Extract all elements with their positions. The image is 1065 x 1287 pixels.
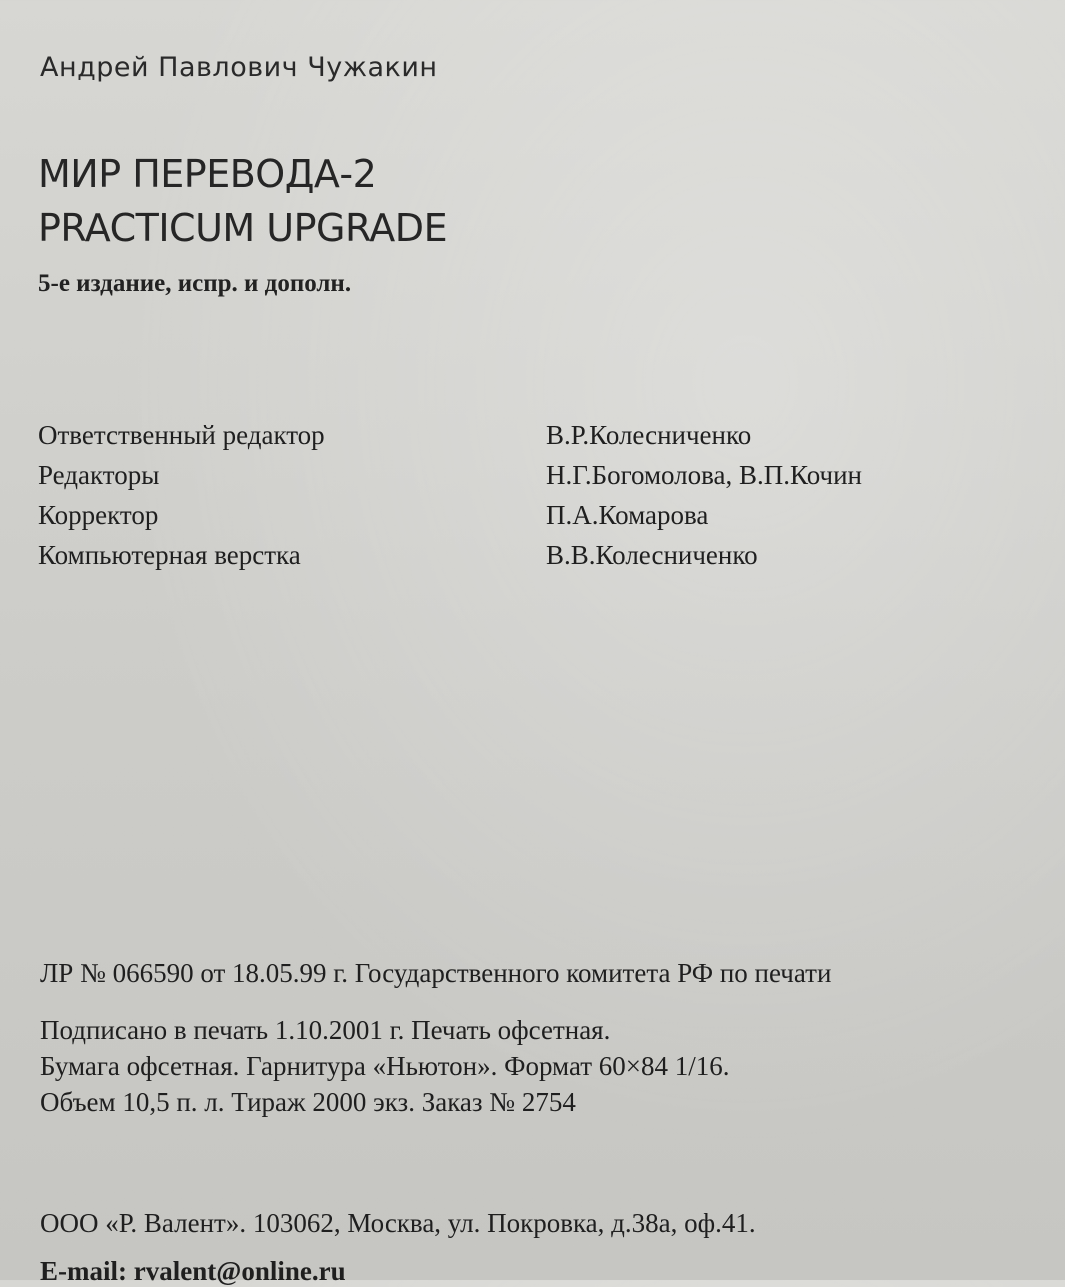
license-line: ЛР № 066590 от 18.05.99 г. Государственного комитета РФ по печати <box>40 958 832 988</box>
publisher-email: E-mail: rvalent@online.ru <box>40 1256 346 1286</box>
credit-name: В.Р.Колесниченко <box>546 420 752 450</box>
credit-name: Н.Г.Богомолова, В.П.Кочин <box>546 460 862 490</box>
book-title-line-1: МИР ПЕРЕВОДА-2 <box>38 152 377 196</box>
credit-name: П.А.Комарова <box>546 500 709 530</box>
credit-row <box>38 500 1038 540</box>
print-details <box>40 1012 730 1120</box>
print-detail-line: Подписано в печать 1.10.2001 г. Печать офсетная. <box>40 1015 611 1045</box>
credit-row <box>38 420 1038 460</box>
edition-note: 5-е издание, испр. и дополн. <box>38 270 352 297</box>
credit-name: В.В.Колесниченко <box>546 540 758 570</box>
credit-role: Ответственный редактор <box>38 420 325 450</box>
print-detail-line: Бумага офсетная. Гарнитура «Ньютон». Формат 60×84 1/16. <box>40 1051 730 1081</box>
credits-list <box>38 420 1038 580</box>
credit-role: Компьютерная верстка <box>38 540 301 570</box>
publisher-address: ООО «Р. Валент». 103062, Москва, ул. Покровка, д.38а, оф.41. <box>40 1208 756 1238</box>
credit-role: Редакторы <box>38 460 160 490</box>
book-title-line-2: PRACTICUM UPGRADE <box>38 206 448 250</box>
credit-row <box>38 540 1038 580</box>
author-name: Андрей Павлович Чужакин <box>40 52 438 83</box>
print-detail-line: Объем 10,5 п. л. Тираж 2000 экз. Заказ № 2754 <box>40 1087 576 1117</box>
credit-role: Корректор <box>38 500 159 530</box>
credit-row <box>38 460 1038 500</box>
